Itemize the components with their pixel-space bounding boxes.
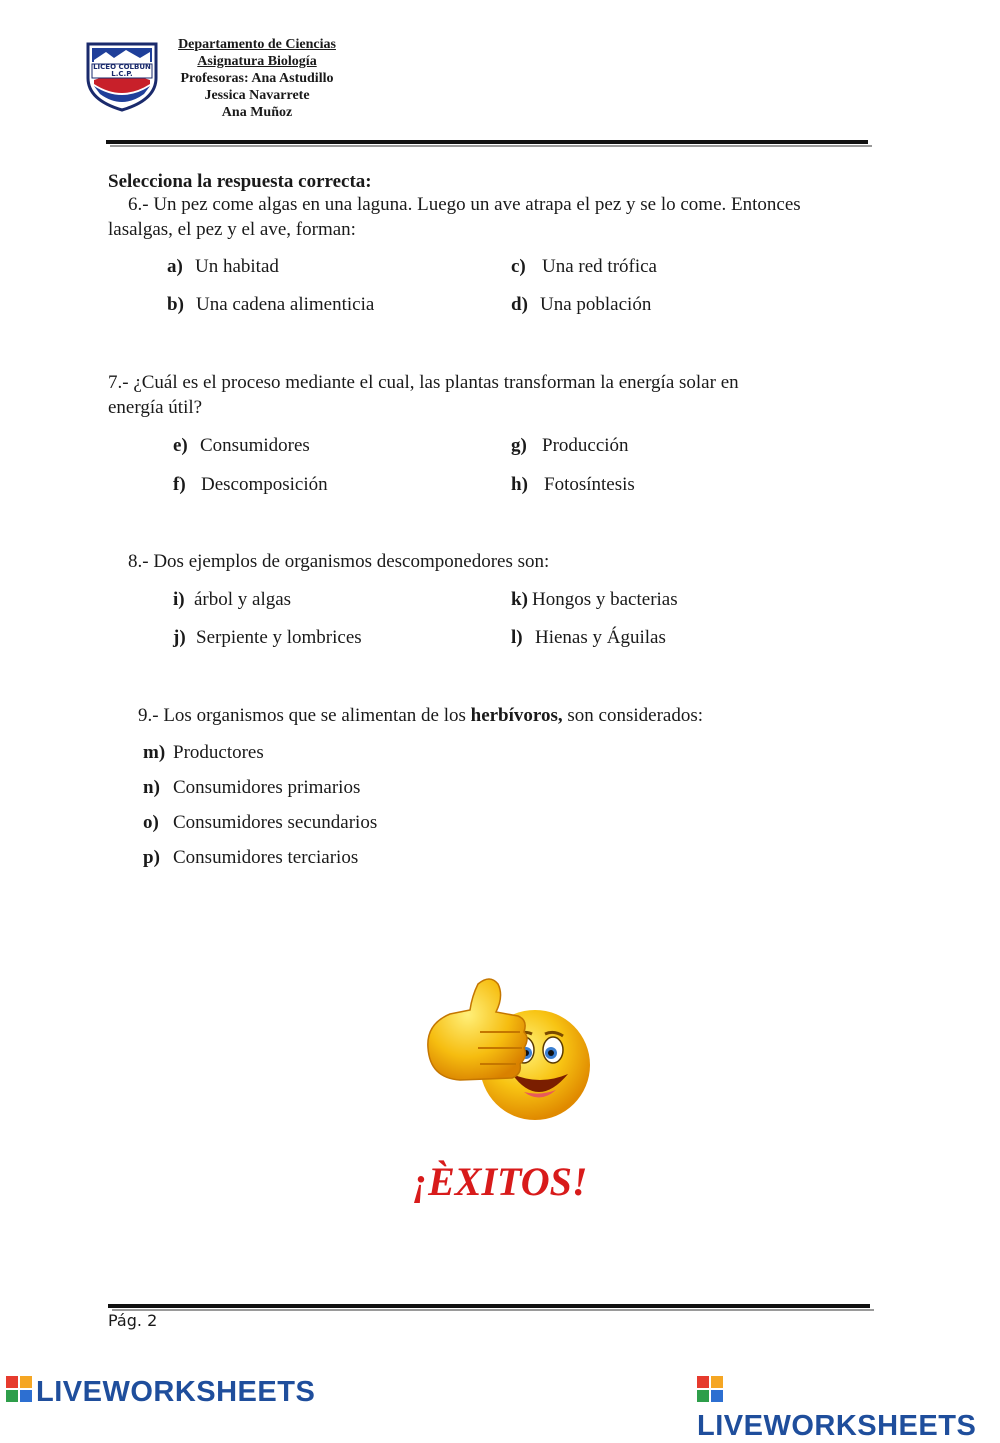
header-divider	[106, 140, 868, 144]
brand-left-text: LIVEWORKSHEETS	[36, 1376, 316, 1408]
option-letter: l)	[511, 627, 523, 648]
option-letter: m)	[143, 742, 166, 763]
school-logo-text: LICEO COLBUN L.C.P.	[93, 63, 151, 78]
option-letter: g)	[511, 435, 527, 456]
option-text: Consumidores terciarios	[173, 847, 359, 868]
option-text: Descomposición	[201, 474, 328, 495]
q7-text-line-1: 7.- ¿Cuál es el proceso mediante el cual, las plantas transforman la energía solar en	[108, 372, 739, 393]
department: Departamento de Ciencias	[178, 37, 336, 52]
q6-option-d[interactable]	[511, 293, 651, 317]
option-letter: c)	[511, 256, 526, 277]
teachers-line-3: Ana Muñoz	[221, 105, 293, 120]
q8-option-j[interactable]	[173, 626, 362, 650]
option-text: Hongos y bacterias	[532, 589, 678, 610]
q8-option-k[interactable]	[511, 588, 678, 612]
option-text: Consumidores secundarios	[173, 812, 378, 833]
q7-text-line-2: energía útil?	[108, 397, 203, 418]
closing-message: ¡ÈXITOS!	[412, 1159, 588, 1204]
q6-option-a[interactable]	[167, 255, 279, 279]
option-letter: p)	[143, 847, 160, 868]
footer-divider	[108, 1304, 870, 1308]
option-text: árbol y algas	[194, 589, 292, 610]
option-text: Una red trófica	[542, 256, 657, 277]
q9-text-line-1	[138, 703, 703, 729]
brand-right[interactable]	[697, 1376, 1000, 1443]
option-text: Producción	[542, 435, 629, 456]
liveworksheets-logo-icon	[6, 1376, 32, 1410]
subject: Asignatura Biología	[197, 54, 317, 69]
q7-option-g[interactable]	[511, 434, 629, 458]
option-letter: o)	[143, 812, 159, 833]
option-letter: i)	[173, 589, 185, 610]
q6-option-b[interactable]	[167, 293, 374, 317]
instruction: Selecciona la respuesta correcta:	[108, 171, 372, 192]
option-text: Productores	[173, 742, 264, 763]
option-letter: a)	[167, 256, 183, 277]
q6-text-line-1: 6.- Un pez come algas en una laguna. Luego un ave atrapa el pez y se lo come. Entonces	[128, 194, 801, 215]
teachers-line-1: Profesoras: Ana Astudillo	[180, 71, 334, 86]
q9-option-n[interactable]	[143, 776, 360, 800]
option-text: Hienas y Águilas	[535, 627, 666, 648]
footer-divider-shadow	[112, 1309, 874, 1311]
q6-option-c[interactable]	[511, 255, 657, 279]
q9-text-suffix: son considerados:	[562, 705, 704, 726]
thumbs-up-emoji-icon	[420, 970, 595, 1130]
q7-option-f[interactable]	[173, 473, 328, 497]
option-text: Fotosíntesis	[544, 474, 635, 495]
header-divider-shadow	[110, 145, 872, 147]
option-text: Consumidores primarios	[173, 777, 361, 798]
q8-option-l[interactable]	[511, 626, 666, 650]
q9-option-m[interactable]	[143, 741, 264, 765]
brand-left[interactable]	[6, 1376, 315, 1410]
option-letter: h)	[511, 474, 528, 495]
q9-option-p[interactable]	[143, 846, 358, 870]
q9-text-prefix: 9.- Los organismos que se alimentan de los	[138, 705, 471, 726]
q6-text-line-2: lasalgas, el pez y el ave, forman:	[108, 219, 356, 240]
option-letter: k)	[511, 589, 528, 610]
q9-text-bold: herbívoros,	[470, 705, 563, 726]
option-text: Un habitad	[195, 256, 279, 277]
school-logo	[84, 40, 160, 112]
option-letter: e)	[173, 435, 188, 456]
teachers-line-2: Jessica Navarrete	[204, 88, 310, 103]
brand-right-text: LIVEWORKSHEETS	[697, 1410, 977, 1443]
option-text: Consumidores	[200, 435, 310, 456]
page-number: Pág. 2	[108, 1311, 158, 1330]
q7-option-e[interactable]	[173, 434, 310, 458]
option-letter: f)	[173, 474, 186, 495]
liveworksheets-logo-icon	[697, 1376, 723, 1410]
q9-option-o[interactable]	[143, 811, 377, 835]
q8-option-i[interactable]	[173, 588, 291, 612]
q7-option-h[interactable]	[511, 473, 635, 497]
option-letter: d)	[511, 294, 528, 315]
option-letter: b)	[167, 294, 184, 315]
option-letter: j)	[173, 627, 186, 648]
option-text: Una población	[540, 294, 652, 315]
option-text: Serpiente y lombrices	[196, 627, 362, 648]
q8-text-line-1: 8.- Dos ejemplos de organismos descomponedores son:	[128, 551, 550, 572]
option-letter: n)	[143, 777, 160, 798]
option-text: Una cadena alimenticia	[196, 294, 375, 315]
